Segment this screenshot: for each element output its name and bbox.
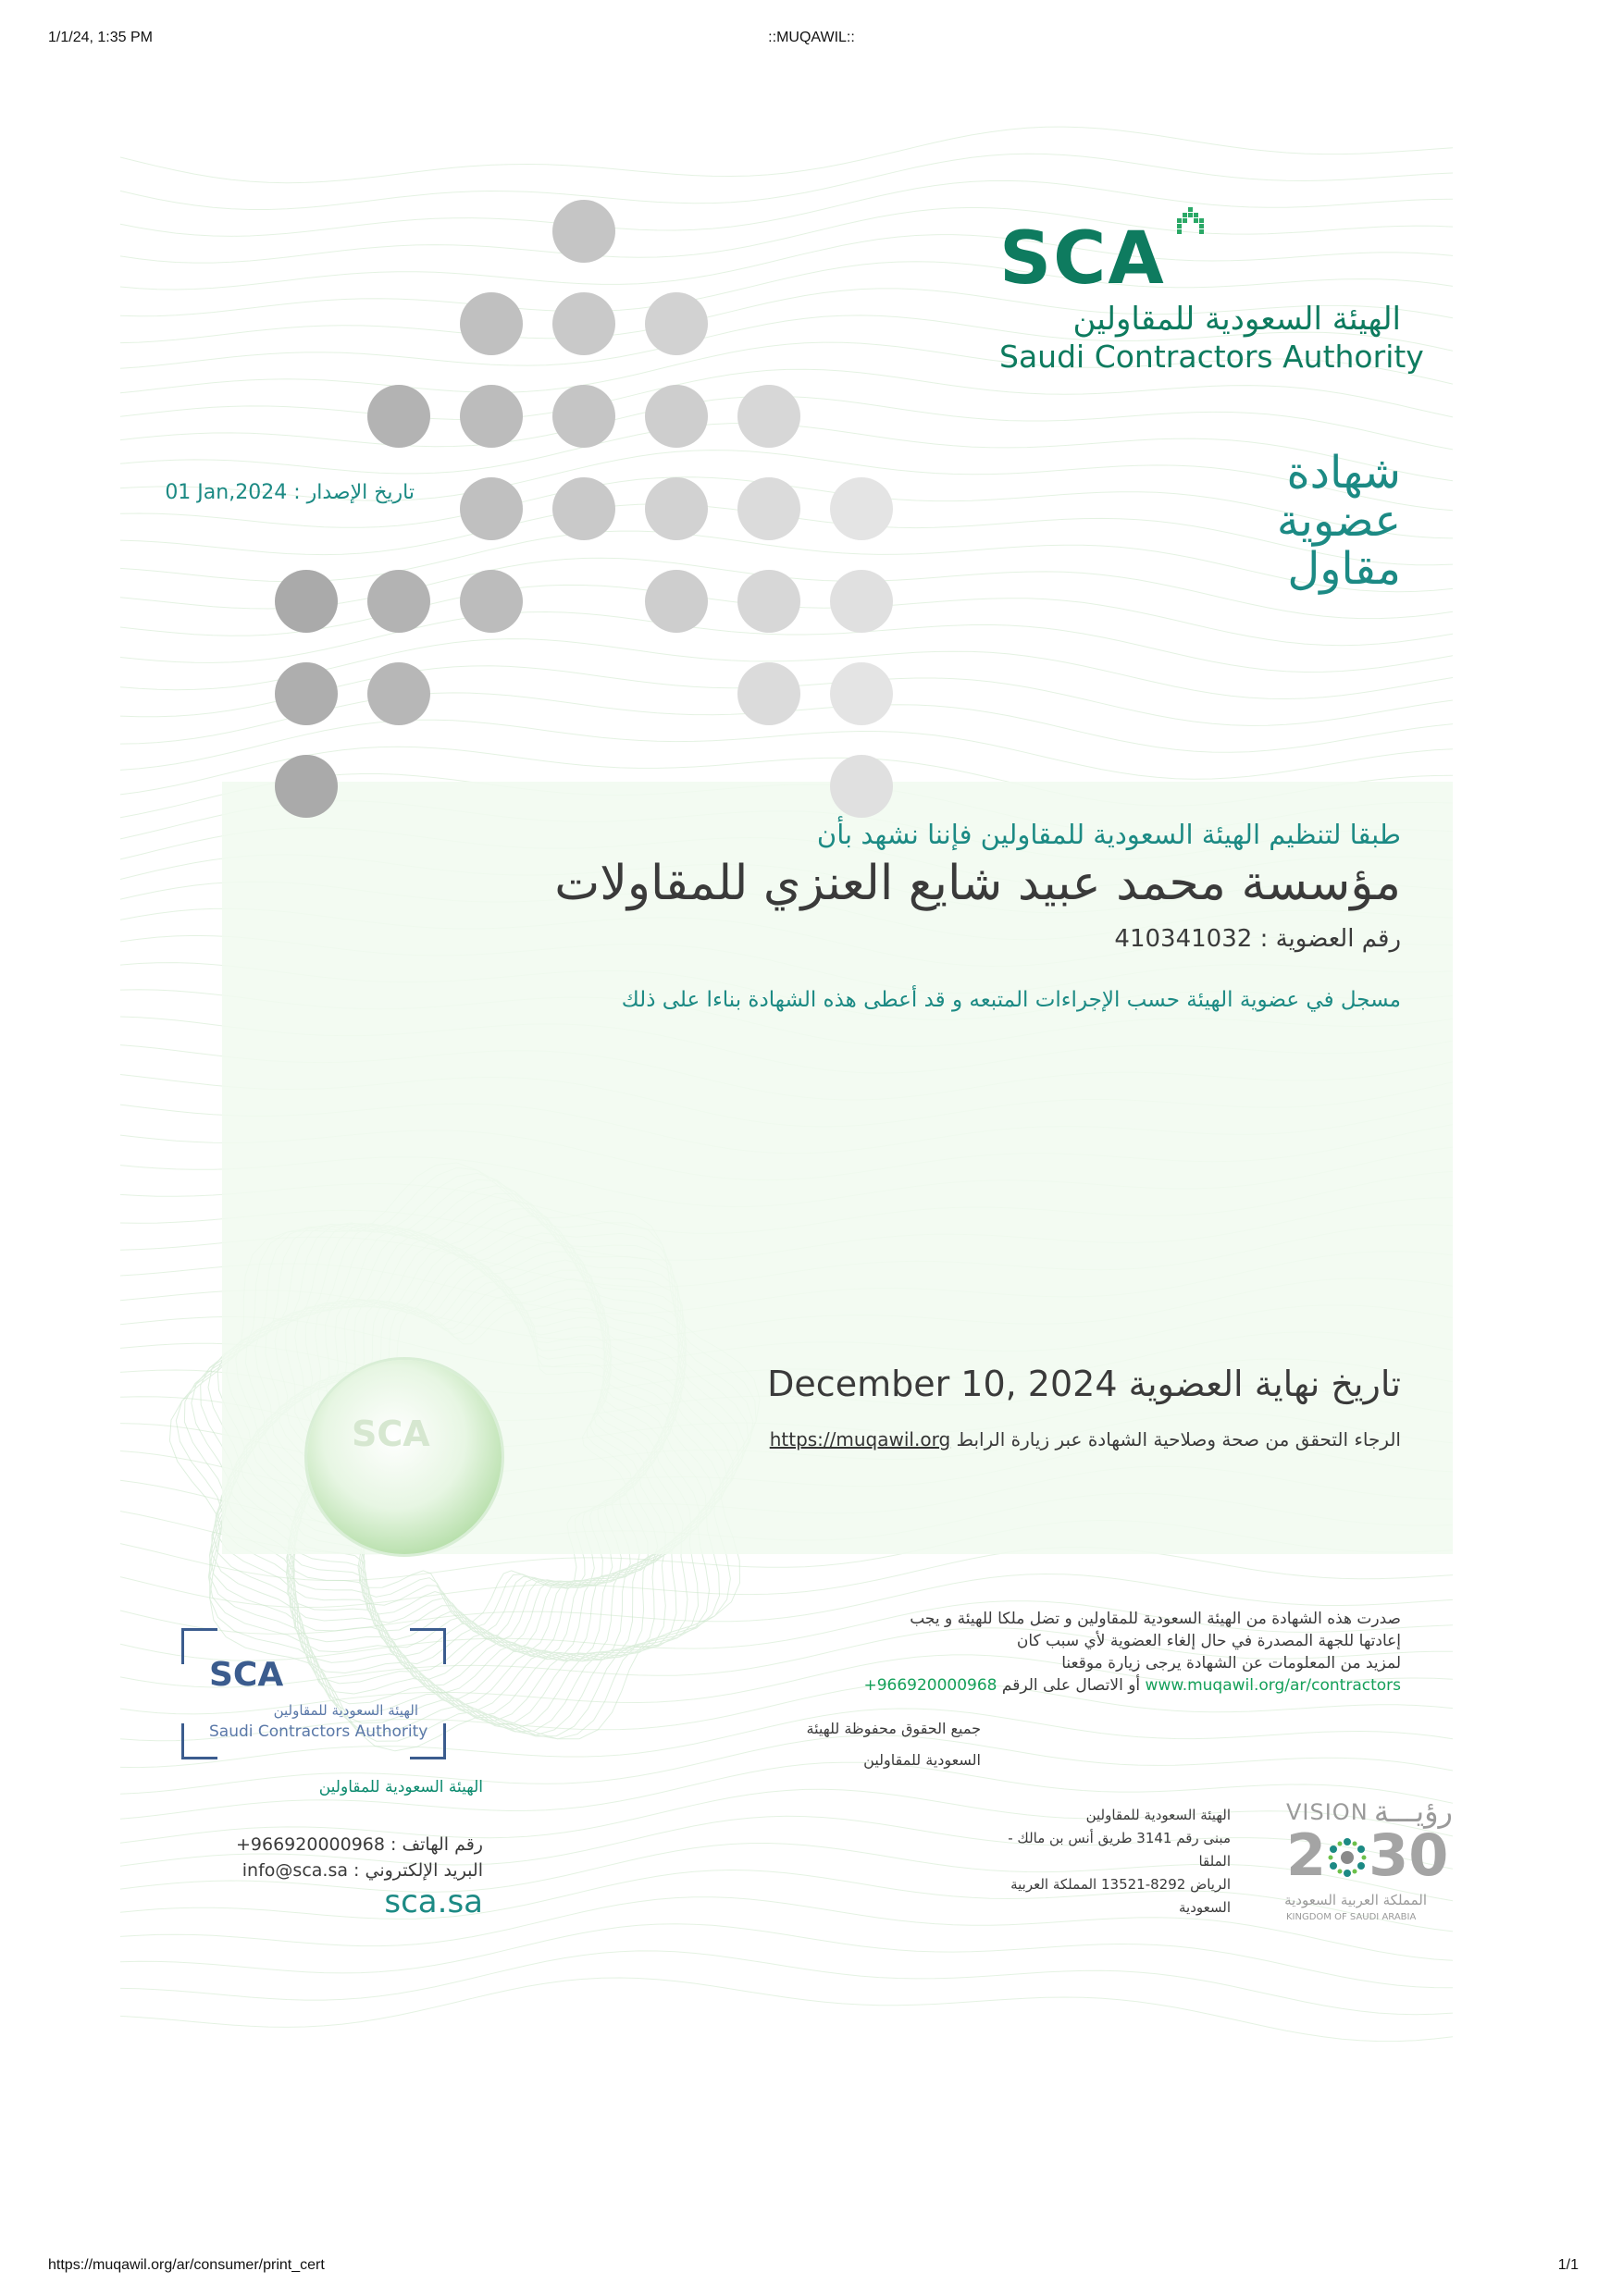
address-block <box>981 1804 1231 1920</box>
gray-dot <box>460 477 523 540</box>
contact-phone-value[interactable]: 966920000968+ <box>236 1834 385 1855</box>
print-datetime: 1/1/24, 1:35 PM <box>48 30 153 45</box>
notice-website[interactable]: www.muqawil.org/ar/contractors <box>1145 1676 1401 1695</box>
rights-line-2: السعودية للمقاولين <box>863 1751 981 1769</box>
certificate-intro: طبقا لتنظيم الهيئة السعودية للمقاولين فإننا نشهد بأن <box>816 819 1401 850</box>
gray-dot <box>830 477 893 540</box>
contact-email-label: البريد الإلكتروني : <box>353 1860 483 1881</box>
notice-phone[interactable]: +966920000968 <box>863 1676 997 1695</box>
membership-number <box>1114 925 1401 953</box>
contact-email <box>213 1858 483 1883</box>
gray-dot <box>367 662 430 725</box>
gray-dot <box>645 292 708 355</box>
certificate-title <box>1123 449 1401 593</box>
gray-dot <box>552 200 615 263</box>
address-line-2: مبنى رقم 3141 طريق أنس بن مالك - <box>1008 1830 1231 1846</box>
end-date-value: December 10, 2024 <box>767 1364 1118 1404</box>
vision-year-prefix: 2 <box>1286 1821 1327 1889</box>
vision-arabic: رؤيـــة <box>1373 1794 1453 1829</box>
gray-dot <box>645 385 708 448</box>
notice-or-call: أو الاتصال على الرقم <box>1001 1676 1141 1695</box>
print-page-title: ::MUQAWIL:: <box>768 30 855 45</box>
vision-kingdom-arabic: المملكة العربية السعودية <box>1284 1892 1427 1908</box>
gray-dot <box>737 477 800 540</box>
contact-site[interactable]: sca.sa <box>384 1883 483 1920</box>
vision-year <box>1286 1821 1448 1889</box>
title-line-1: شهادة <box>1286 447 1401 499</box>
vision-kingdom-english: KINGDOM OF SAUDI ARABIA <box>1286 1912 1417 1922</box>
notice-line-1: صدرت هذه الشهادة من الهيئة السعودية للمقاولين و تضل ملكا للهيئة و يجب <box>910 1610 1401 1628</box>
registered-statement: مسجل في عضوية الهيئة حسب الإجراءات المتبعه و قد أعطى هذه الشهادة بناءا على ذلك <box>621 988 1401 1012</box>
contact-logo-english: Saudi Contractors Authority <box>209 1722 428 1741</box>
seal-text: SCA <box>352 1413 430 1454</box>
gray-dot <box>737 570 800 633</box>
contact-logo-frame <box>181 1628 446 1759</box>
contact-authority-name: الهيئة السعودية للمقاولين <box>318 1778 483 1796</box>
notice-line-2: إعادتها للجهة المصدرة في حال إلغاء العضوية لأي سبب كان <box>1016 1632 1401 1650</box>
sca-logo-english: Saudi Contractors Authority <box>999 339 1424 375</box>
address-line-3: الملقا <box>1198 1853 1231 1870</box>
sca-logo-arabic: الهيئة السعودية للمقاولين <box>1072 301 1401 338</box>
contact-logo-arabic: الهيئة السعودية للمقاولين <box>273 1702 418 1719</box>
notice-line-3: لمزيد من المعلومات عن الشهادة يرجى زيارة موقعنا <box>1061 1654 1401 1673</box>
gray-dot <box>737 385 800 448</box>
verify-line <box>770 1428 1401 1450</box>
gray-dot <box>737 662 800 725</box>
rights-line-1: جميع الحقوق محفوظة للهيئة <box>806 1720 981 1737</box>
address-line-5: السعودية <box>1178 1899 1231 1916</box>
gray-dot <box>275 570 338 633</box>
vision-flower-icon <box>1326 1825 1369 1868</box>
verify-text: الرجاء التحقق من صحة وصلاحية الشهادة عبر زيارة الرابط <box>956 1428 1401 1450</box>
logo-pixel-icon <box>1173 207 1210 244</box>
gray-dot <box>830 570 893 633</box>
contact-email-value[interactable]: info@sca.sa <box>242 1860 348 1881</box>
membership-number-value: 410341032 <box>1114 925 1253 953</box>
issue-date <box>165 481 415 504</box>
vision-2030-logo <box>1284 1794 1471 1929</box>
notice-contact-line <box>753 1674 1401 1697</box>
rights-notice <box>768 1713 981 1776</box>
vision-english: VISION <box>1286 1799 1369 1825</box>
company-name: مؤسسة محمد عبيد شايع العنزي للمقاولات <box>554 856 1401 911</box>
membership-number-label: رقم العضوية : <box>1259 925 1401 953</box>
vision-year-suffix: 30 <box>1369 1821 1449 1889</box>
gray-dot <box>552 292 615 355</box>
gray-dot <box>830 755 893 818</box>
gray-dot <box>645 477 708 540</box>
end-date <box>767 1364 1401 1404</box>
gray-dot <box>367 570 430 633</box>
gray-dot <box>552 385 615 448</box>
gray-dot <box>275 755 338 818</box>
verify-link[interactable]: https://muqawil.org <box>769 1428 951 1450</box>
contact-phone <box>213 1832 483 1858</box>
gray-dot <box>830 662 893 725</box>
notice-block <box>753 1608 1401 1697</box>
issue-date-value: 01 Jan,2024 <box>165 481 288 504</box>
title-line-2: عضوية <box>1276 495 1401 547</box>
gray-dot <box>460 570 523 633</box>
address-line-4: الرياض 8292-13521 المملكة العربية <box>1010 1876 1231 1893</box>
gray-dot <box>460 292 523 355</box>
sca-logo-acronym: SCA <box>999 217 1166 301</box>
contact-logo-acronym: SCA <box>209 1656 284 1694</box>
print-page-number: 1/1 <box>1557 2257 1579 2273</box>
end-date-label: تاريخ نهاية العضوية <box>1128 1364 1401 1404</box>
gray-dot <box>460 385 523 448</box>
contact-phone-label: رقم الهاتف : <box>390 1834 483 1855</box>
gray-dot <box>552 477 615 540</box>
print-url[interactable]: https://muqawil.org/ar/consumer/print_cert <box>48 2257 325 2273</box>
gray-dot <box>367 385 430 448</box>
certificate-seal <box>307 1360 502 1554</box>
gray-dot <box>645 570 708 633</box>
address-line-1: الهيئة السعودية للمقاولين <box>1085 1807 1231 1823</box>
title-line-3: مقاول <box>1287 543 1401 595</box>
contact-details <box>213 1832 483 1883</box>
issue-date-label: تاريخ الإصدار : <box>293 481 415 504</box>
sca-logo <box>999 204 1424 379</box>
gray-dot <box>275 662 338 725</box>
